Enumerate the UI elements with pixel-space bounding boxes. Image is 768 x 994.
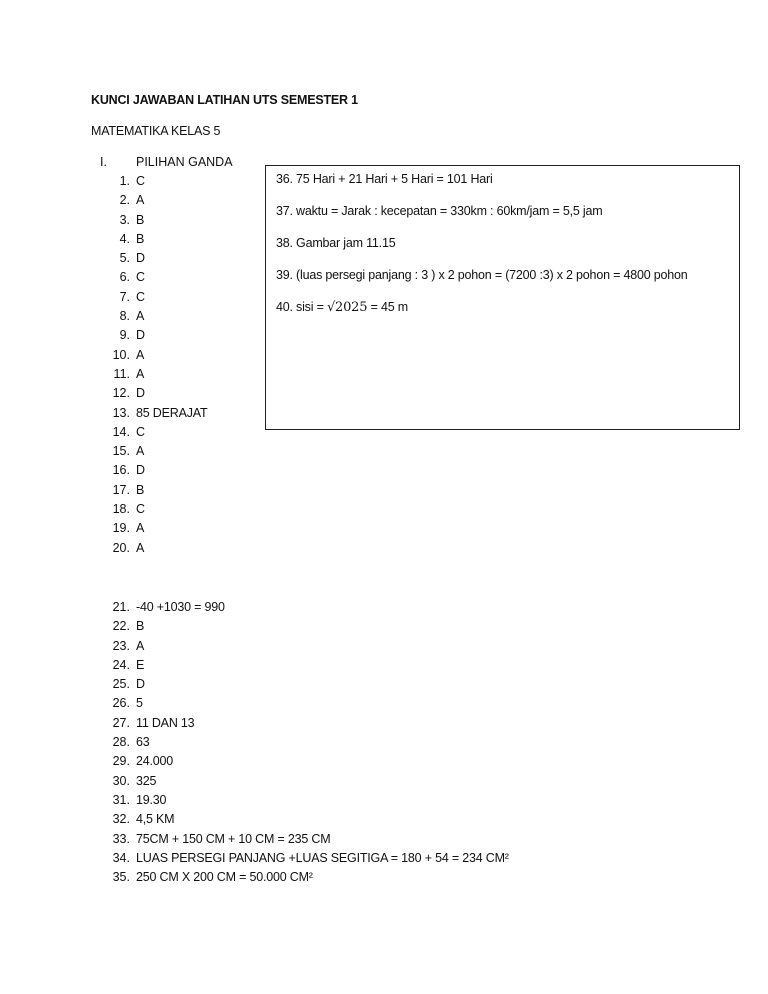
answer-value: D — [136, 251, 145, 266]
answer-number: 32. — [112, 812, 130, 827]
answer-value: C — [136, 270, 145, 285]
answer-value: 4,5 KM — [136, 812, 175, 827]
answer-value: 63 — [136, 735, 150, 750]
answer-value: A — [136, 521, 145, 536]
essay-answer-box — [265, 165, 740, 430]
answer-value: D — [136, 677, 145, 692]
answer-40-sqrt: √2025 — [326, 300, 368, 315]
answer-number: 2. — [119, 193, 130, 208]
answer-value: 5 — [136, 696, 143, 711]
answer-number: 7. — [119, 289, 130, 304]
answer-value: D — [136, 386, 145, 401]
answer-number: 14. — [112, 424, 130, 439]
answer-value: B — [136, 231, 145, 246]
answer-value: 325 — [136, 773, 157, 788]
answer-value: C — [136, 502, 145, 517]
answer-number: 1. — [119, 174, 130, 188]
answer-number: 10. — [112, 347, 130, 362]
answer-value: A — [136, 347, 145, 362]
answer-40 — [276, 300, 408, 315]
answer-number: 24. — [112, 657, 130, 672]
answer-40-suffix: = 45 m — [367, 300, 408, 314]
answer-value: E — [136, 657, 145, 672]
section-heading — [100, 155, 233, 169]
answer-value: B — [136, 482, 145, 497]
answer-39: 39. (luas persegi panjang : 3 ) x 2 pohon = (7200 :3) x 2 pohon = 4800 pohon — [276, 268, 688, 282]
answer-37: 37. waktu = Jarak : kecepatan = 330km : 60km/jam = 5,5 jam — [276, 204, 603, 218]
answer-value: B — [136, 619, 145, 634]
answer-value: D — [136, 328, 145, 343]
answer-number: 6. — [119, 270, 130, 285]
answer-number: 34. — [112, 850, 130, 865]
answer-value: A — [136, 309, 145, 324]
answer-number: 31. — [112, 792, 130, 807]
answer-value: A — [136, 193, 145, 208]
answer-number: 35. — [112, 870, 130, 885]
answer-value: C — [136, 289, 145, 304]
answer-value: C — [136, 174, 145, 188]
answer-number: 20. — [112, 540, 130, 555]
answer-value: 85 DERAJAT — [136, 405, 208, 420]
answer-number: 25. — [112, 677, 130, 692]
answer-number: 5. — [119, 251, 130, 266]
answer-number: 23. — [112, 638, 130, 653]
answer-number: 9. — [119, 328, 130, 343]
answer-38: 38. Gambar jam 11.15 — [276, 236, 396, 250]
answer-number: 8. — [119, 309, 130, 324]
answer-number: 29. — [112, 754, 130, 769]
answer-number: 4. — [119, 231, 130, 246]
answer-value: A — [136, 444, 145, 459]
answer-number: 26. — [112, 696, 130, 711]
answer-value: 250 CM X 200 CM = 50.000 CM² — [136, 870, 313, 885]
answer-number: 33. — [112, 831, 130, 846]
document-title: KUNCI JAWABAN LATIHAN UTS SEMESTER 1 — [91, 93, 358, 107]
answer-number: 15. — [112, 444, 130, 459]
answer-value: C — [136, 424, 145, 439]
answer-number: 13. — [112, 405, 130, 420]
answer-value: A — [136, 366, 145, 381]
answer-number: 18. — [112, 502, 130, 517]
answer-value: LUAS PERSEGI PANJANG +LUAS SEGITIGA = 180 + 54 = 234 CM² — [136, 850, 509, 865]
answer-number: 22. — [112, 619, 130, 634]
section-roman-numeral: I. — [100, 155, 107, 169]
answer-value: -40 +1030 = 990 — [136, 600, 225, 614]
answer-value: 75CM + 150 CM + 10 CM = 235 CM — [136, 831, 331, 846]
answer-number: 17. — [112, 482, 130, 497]
answer-number: 30. — [112, 773, 130, 788]
answer-number: 21. — [112, 600, 130, 614]
document-subtitle: MATEMATIKA KELAS 5 — [91, 124, 221, 138]
answer-value: B — [136, 212, 145, 227]
answer-number: 19. — [112, 521, 130, 536]
answer-number: 12. — [112, 386, 130, 401]
answer-number: 27. — [112, 715, 130, 730]
section-label: PILIHAN GANDA — [136, 155, 233, 169]
answer-40-prefix: 40. sisi = — [276, 300, 327, 314]
answer-number: 16. — [112, 463, 130, 478]
answer-number: 3. — [119, 212, 130, 227]
answer-number: 11. — [113, 366, 130, 381]
answer-value: A — [136, 638, 145, 653]
answer-value: D — [136, 463, 145, 478]
answer-value: 11 DAN 13 — [136, 715, 195, 730]
answer-value: 24.000 — [136, 754, 174, 769]
answer-value: 19.30 — [136, 792, 167, 807]
answer-36: 36. 75 Hari + 21 Hari + 5 Hari = 101 Hari — [276, 172, 493, 186]
answer-number: 28. — [112, 735, 130, 750]
answer-value: A — [136, 540, 145, 555]
